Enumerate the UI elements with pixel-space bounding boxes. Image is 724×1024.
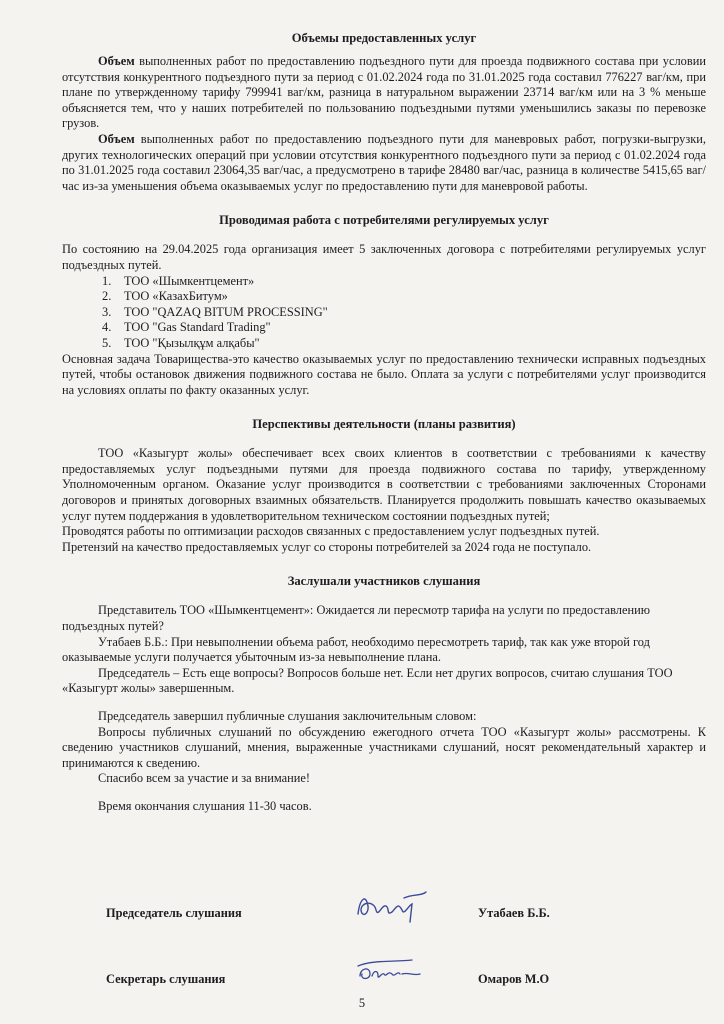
list-item: [62, 289, 706, 305]
paragraph-lead: Объем: [98, 131, 135, 146]
chair-signature: [352, 884, 432, 928]
list-item: [62, 305, 706, 321]
list-item-text: ТОО "QAZAQ BITUM PROCESSING": [124, 304, 328, 319]
chair-role: Председатель слушания: [106, 906, 242, 920]
section-title-consumer-work: Проводимая работа с потребителями регулируемых услуг: [219, 213, 549, 228]
list-item: [62, 336, 706, 352]
list-item-text: ТОО «Шымкентцемент»: [124, 273, 255, 288]
contracts-list: [62, 274, 706, 352]
paragraph-contracts-intro: По состоянию на 29.04.2025 года организация имеет 5 заключенных договора с потребителями регулируемых услуг подъездных путей.: [62, 242, 706, 272]
list-item-text: ТОО "Gas Standard Trading": [124, 320, 271, 335]
paragraph-optimization: Проводятся работы по оптимизации расходов связанных с предоставлением услуг подъездных путей.: [62, 524, 600, 539]
section-title-development-plans: Перспективы деятельности (планы развития): [252, 417, 516, 432]
chair-name: Утабаев Б.Б.: [478, 906, 550, 920]
paragraph-answer: Утабаев Б.Б.: При невыполнении объема работ, необходимо пересмотреть тариф, так как уже второй год оказываемые услуги получается убыточным из-за невыполнение плана.: [62, 634, 650, 665]
section-title-services-volume: Объемы предоставленных услуг: [291, 31, 477, 45]
list-item-number: 4.: [102, 320, 112, 335]
list-item: [62, 320, 706, 336]
secretary-role: Секретарь слушания: [106, 972, 226, 986]
paragraph-claims: Претензий на качество предоставляемых услуг со стороны потребителей за 2024 года не поступало.: [62, 539, 592, 554]
paragraph-thanks: Спасибо всем за участие и за внимание!: [98, 771, 311, 786]
paragraph-volume-shunting: [62, 132, 706, 194]
list-item-number: 5.: [102, 335, 112, 350]
paragraph-end-time: Время окончания слушания 11-30 часов.: [98, 798, 312, 813]
list-item: [62, 274, 706, 290]
section-title-participants: Заслушали участников слушания: [287, 574, 481, 589]
list-item-number: 1.: [102, 273, 112, 288]
page-number: 5: [358, 996, 366, 1010]
paragraph-lead: Объем: [98, 54, 135, 68]
paragraph-volume-passage: [62, 54, 706, 132]
paragraph-closing-intro: Председатель завершил публичные слушания заключительным словом:: [98, 709, 477, 723]
paragraph-quality: ТОО «Казыгурт жолы» обеспечивает всех своих клиентов в соответствии с требованиями к качеству предоставляемых услуг подъездными путями для проезда подвижного состава по тарифу, утвержденному Уполномоченным органом. Оказание услуг производится в соответствии с требованиями заключенных Сторонами договоров и принятых договорных взаимных обязательств. Планируется продолжить повышать качество оказываемых услуг путем поддержания в удовлетворительном техническом состоянии подъездных путей;: [62, 446, 706, 523]
list-item-number: 3.: [102, 304, 112, 319]
signature-row-chair: [106, 906, 724, 938]
paragraph-question: Представитель ТОО «Шымкентцемент»: Ожидается ли пересмотр тарифа на услуги по предоставлению подъездных путей?: [62, 603, 651, 634]
paragraph-chair-question: Председатель – Есть еще вопросы? Вопросов больше нет. Если нет других вопросов, считаю слушания ТОО «Казыгурт жолы» завершенным.: [62, 665, 673, 696]
paragraph-text: выполненных работ по предоставлению подъездного пути для маневровых работ, погрузки-выгрузки, других технологических операций при условии отсутствия конкурентного подъездного пути за период с 01.02.2024 года по 31.01.2025 года составил 23064,35 ваг/час, а предусмотрено в тарифе 28480 ваг/час, разница в количестве 5415,65 ваг/час из-за уменьшения объема оказываемых услуг по предоставлению пути для маневровой работы.: [62, 131, 706, 193]
paragraph-main-task: Основная задача Товарищества-это качество оказываемых услуг по предоставлению технически исправных подъездных путей, чтобы остановок движения подвижного состава не было. Оплата за услуги с потребителями услуг производится на условиях оплаты по факту оказанных услуг.: [62, 351, 706, 397]
list-item-text: ТОО "Қызылқұм алқабы": [124, 335, 260, 350]
paragraph-text: выполненных работ по предоставлению подъездного пути для проезда подвижного состава при условии отсутствия конкурентного подъездного пути за период с 01.02.2024 года по 31.01.2025 года составил 776227 ваг/км, при плане по утвержденному тарифу 799941 ваг/км, разница в натуральном выражении 23714 ваг/км или на 3 % меньше объясняется тем, что у наших потребителей по пользованию подъездными путями уменьшились заказы по перевозке грузов.: [62, 54, 706, 131]
paragraph-closing-statement: Вопросы публичных слушаний по обсуждению ежегодного отчета ТОО «Казыгурт жолы» рассмотрены. К сведению участников слушаний, мнения, выраженные участниками слушаний, носят рекомендательный характер и принимаются к сведению.: [62, 724, 706, 770]
list-item-text: ТОО «КазахБитум»: [124, 289, 228, 304]
secretary-signature: [352, 950, 432, 990]
secretary-name: Омаров М.О: [478, 972, 550, 986]
list-item-number: 2.: [102, 289, 112, 304]
